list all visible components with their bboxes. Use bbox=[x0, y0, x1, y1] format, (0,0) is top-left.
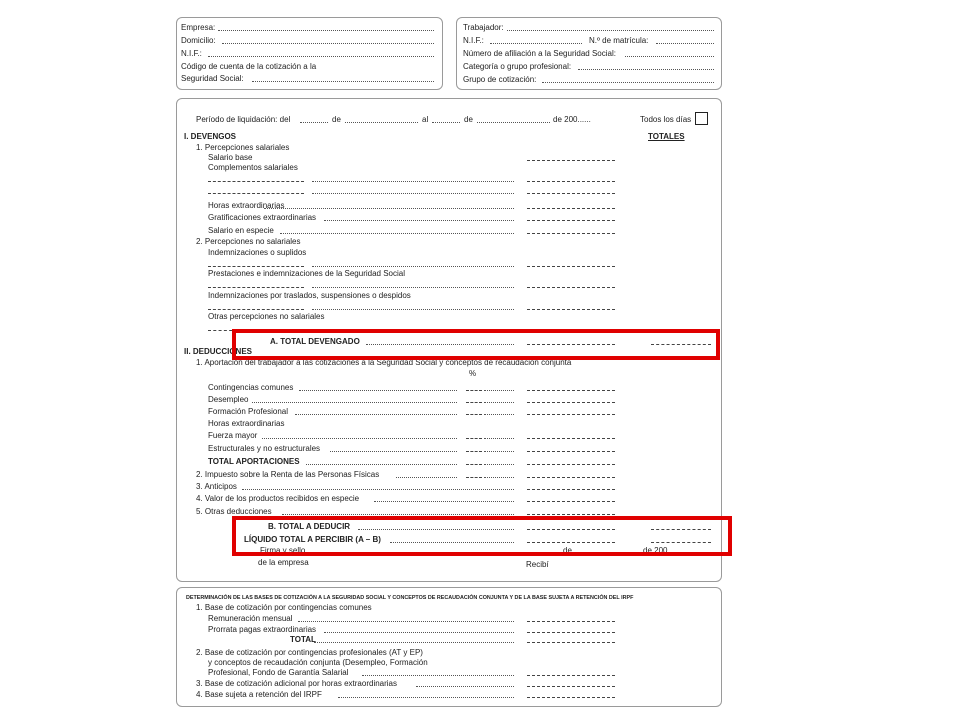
bases-item-3: 3. Base de cotización adicional por horas extraordinarias bbox=[196, 679, 398, 688]
estructurales-base[interactable] bbox=[484, 451, 514, 452]
gratificaciones-label: Gratificaciones extraordinarias bbox=[208, 213, 317, 222]
grupo-line[interactable] bbox=[542, 82, 714, 83]
prestaciones-desc[interactable] bbox=[312, 287, 514, 288]
bases-item-2-line-2: y conceptos de recaudación conjunta (Desempleo, Formación bbox=[208, 658, 428, 667]
irpf-base[interactable] bbox=[484, 477, 514, 478]
bases-item-2-dots bbox=[362, 675, 514, 676]
remuneracion-amount[interactable] bbox=[527, 621, 615, 622]
traslados-concept[interactable] bbox=[208, 309, 304, 310]
prestaciones-amount[interactable] bbox=[527, 287, 615, 288]
fuerza-mayor-amount[interactable] bbox=[527, 438, 615, 439]
deducciones-title: II. DEDUCCIONES bbox=[184, 347, 253, 356]
bases-item-3-dots bbox=[416, 686, 514, 687]
nif-line[interactable] bbox=[208, 56, 434, 57]
period-label: Período de liquidación: del bbox=[196, 115, 291, 124]
matricula-line[interactable] bbox=[656, 43, 714, 44]
prestaciones-concept[interactable] bbox=[208, 287, 304, 288]
codigo-label-1: Código de cuenta de la cotización a la bbox=[181, 62, 317, 71]
categoria-label: Categoría o grupo profesional: bbox=[463, 62, 572, 71]
formacion-base[interactable] bbox=[484, 414, 514, 415]
estructurales-label: Estructurales y no estructurales bbox=[208, 444, 321, 453]
highlight-total-deducir-liquido bbox=[232, 516, 732, 556]
otras-percepciones-label: Otras percepciones no salariales bbox=[208, 312, 325, 321]
desempleo-percent[interactable] bbox=[466, 402, 482, 403]
liquido-label: LÍQUIDO TOTAL A PERCIBIR (A – B) bbox=[244, 535, 381, 544]
remuneracion-dots bbox=[298, 621, 514, 622]
codigo-label-2: Seguridad Social: bbox=[181, 74, 244, 83]
codigo-line[interactable] bbox=[252, 81, 434, 82]
fuerza-mayor-label: Fuerza mayor bbox=[208, 431, 258, 440]
totales-header: TOTALES bbox=[648, 132, 685, 141]
total-aportaciones-label: TOTAL APORTACIONES bbox=[208, 457, 300, 466]
horas-extra-amount[interactable] bbox=[527, 208, 615, 209]
total-aportaciones-base bbox=[484, 464, 514, 465]
period-month-from[interactable] bbox=[345, 122, 418, 123]
bases-item-4-amount[interactable] bbox=[527, 697, 615, 698]
categoria-line[interactable] bbox=[578, 69, 714, 70]
bases-item-4: 4. Base sujeta a retención del IRPF bbox=[196, 690, 322, 699]
formacion-label: Formación Profesional bbox=[208, 407, 289, 416]
bases-item-3-amount[interactable] bbox=[527, 686, 615, 687]
otras-deducciones-dots bbox=[282, 514, 514, 515]
contingencias-base[interactable] bbox=[484, 390, 514, 391]
estructurales-amount[interactable] bbox=[527, 451, 615, 452]
contingencias-label: Contingencias comunes bbox=[208, 383, 294, 392]
formacion-amount[interactable] bbox=[527, 414, 615, 415]
period-de-2: de bbox=[464, 115, 473, 124]
especie-ded-dots bbox=[374, 501, 514, 502]
desempleo-amount[interactable] bbox=[527, 402, 615, 403]
afiliacion-line[interactable] bbox=[625, 56, 714, 57]
gratificaciones-dots bbox=[324, 220, 514, 221]
irpf-amount[interactable] bbox=[527, 477, 615, 478]
highlight-total-devengado bbox=[232, 329, 720, 360]
firma-label-2: de la empresa bbox=[258, 558, 309, 567]
matricula-label: N.º de matrícula: bbox=[589, 36, 649, 45]
total-deducir-label: B. TOTAL A DEDUCIR bbox=[268, 522, 351, 531]
especie-amount[interactable] bbox=[527, 233, 615, 234]
firma-label-1: Firma y sello bbox=[260, 546, 306, 555]
trabajador-line[interactable] bbox=[507, 30, 714, 31]
horas-extra-dots bbox=[264, 208, 514, 209]
desempleo-label: Desempleo bbox=[208, 395, 249, 404]
prorrata-amount[interactable] bbox=[527, 632, 615, 633]
formacion-dots bbox=[295, 414, 457, 415]
nif-trab-label: N.I.F.: bbox=[463, 36, 484, 45]
salario-base-amount[interactable] bbox=[527, 160, 615, 161]
bases-item-2-line-1: 2. Base de cotización por contingencias profesionales (AT y EP) bbox=[196, 648, 423, 657]
total-aportaciones-amount[interactable] bbox=[527, 464, 615, 465]
bases-item-1: 1. Base de cotización por contingencias comunes bbox=[196, 603, 372, 612]
especie-ded-label: 4. Valor de los productos recibidos en especie bbox=[196, 494, 360, 503]
indemnizaciones-concept[interactable] bbox=[208, 266, 304, 267]
indemnizaciones-label: Indemnizaciones o suplidos bbox=[208, 248, 307, 257]
bases-total-label: TOTAL bbox=[290, 635, 316, 644]
firma-de-2: de 200...... bbox=[643, 546, 681, 555]
fuerza-mayor-base[interactable] bbox=[484, 438, 514, 439]
bases-total-amount[interactable] bbox=[527, 642, 615, 643]
todos-dias-label: Todos los días bbox=[640, 115, 692, 124]
complementos-label: Complementos salariales bbox=[208, 163, 298, 172]
devengos-title: I. DEVENGOS bbox=[184, 132, 237, 141]
prestaciones-label: Prestaciones e indemnizaciones de la Seguridad Social bbox=[208, 269, 406, 278]
domicilio-label: Domicilio: bbox=[181, 36, 216, 45]
traslados-desc[interactable] bbox=[312, 309, 514, 310]
especie-ded-amount[interactable] bbox=[527, 501, 615, 502]
salario-base-label: Salario base bbox=[208, 153, 253, 162]
contingencias-percent[interactable] bbox=[466, 390, 482, 391]
fuerza-mayor-percent[interactable] bbox=[466, 438, 482, 439]
prorrata-label: Prorrata pagas extraordinarias bbox=[208, 625, 317, 634]
bases-item-4-dots bbox=[338, 697, 514, 698]
bases-total-dots bbox=[314, 642, 514, 643]
trabajador-label: Trabajador: bbox=[463, 23, 504, 32]
period-al: al bbox=[422, 115, 429, 124]
firma-de-1: de bbox=[563, 546, 572, 555]
irpf-dots bbox=[396, 477, 457, 478]
desempleo-base[interactable] bbox=[484, 402, 514, 403]
nif-label: N.I.F.: bbox=[181, 49, 202, 58]
nif-trab-line[interactable] bbox=[490, 43, 582, 44]
bases-title: DETERMINACIÓN DE LAS BASES DE COTIZACIÓN A LA SEGURIDAD SOCIAL Y CONCEPTOS DE RECAUDACIÓN CONJUNTA Y DE LA BASE SUJETA A RETENCIÓN DEL IRPF bbox=[186, 595, 634, 601]
complementos-amount-1[interactable] bbox=[527, 181, 615, 182]
total-aportaciones-percent bbox=[466, 464, 482, 465]
traslados-amount[interactable] bbox=[527, 309, 615, 310]
period-month-to[interactable] bbox=[477, 122, 550, 123]
percepciones-no-salariales: 2. Percepciones no salariales bbox=[196, 237, 301, 246]
especie-dots bbox=[280, 233, 514, 234]
complementos-concept-2[interactable] bbox=[208, 193, 304, 194]
period-year: de 200...... bbox=[553, 115, 591, 124]
domicilio-line[interactable] bbox=[222, 43, 434, 44]
complementos-amount-2[interactable] bbox=[527, 193, 615, 194]
anticipos-label: 3. Anticipos bbox=[196, 482, 237, 491]
estructurales-dots bbox=[330, 451, 457, 452]
period-day-from[interactable] bbox=[300, 122, 328, 123]
afiliacion-label: Número de afiliación a la Seguridad Social: bbox=[463, 49, 616, 58]
desempleo-dots bbox=[252, 402, 457, 403]
remuneracion-label: Remuneración mensual bbox=[208, 614, 293, 623]
especie-label: Salario en especie bbox=[208, 226, 274, 235]
horas-extra-label: Horas extraordinarias bbox=[208, 201, 285, 210]
contingencias-amount[interactable] bbox=[527, 390, 615, 391]
indemnizaciones-desc[interactable] bbox=[312, 266, 514, 267]
period-de-1: de bbox=[332, 115, 341, 124]
bases-item-2-amount[interactable] bbox=[527, 675, 615, 676]
irpf-percent[interactable] bbox=[466, 477, 482, 478]
contingencias-dots bbox=[299, 390, 457, 391]
formacion-percent[interactable] bbox=[466, 414, 482, 415]
otras-deducciones-amount[interactable] bbox=[527, 514, 615, 515]
empresa-line[interactable] bbox=[218, 30, 434, 31]
bases-item-2-line-3: Profesional, Fondo de Garantía Salarial bbox=[208, 668, 349, 677]
complementos-concept-1[interactable] bbox=[208, 181, 304, 182]
percent-header: % bbox=[469, 369, 477, 378]
period-day-to[interactable] bbox=[432, 122, 460, 123]
complementos-desc-1[interactable] bbox=[312, 181, 514, 182]
todos-dias-checkbox[interactable] bbox=[695, 112, 708, 125]
irpf-label: 2. Impuesto sobre la Renta de las Personas Físicas bbox=[196, 470, 380, 479]
gratificaciones-amount[interactable] bbox=[527, 220, 615, 221]
anticipos-amount[interactable] bbox=[527, 489, 615, 490]
indemnizaciones-amount[interactable] bbox=[527, 266, 615, 267]
empresa-label: Empresa: bbox=[181, 23, 216, 32]
grupo-label: Grupo de cotización: bbox=[463, 75, 537, 84]
otras-deducciones-label: 5. Otras deducciones bbox=[196, 507, 272, 516]
horas-extra-ded-label: Horas extraordinarias bbox=[208, 419, 285, 428]
aportacion-label: 1. Aportación del trabajador a las cotizaciones a la Seguridad Social y conceptos de recaudación conjunta bbox=[196, 358, 572, 367]
total-devengado-label: A. TOTAL DEVENGADO bbox=[270, 337, 360, 346]
anticipos-dots bbox=[242, 489, 514, 490]
fuerza-mayor-dots bbox=[262, 438, 457, 439]
percepciones-salariales: 1. Percepciones salariales bbox=[196, 143, 290, 152]
recibi-label: Recibí bbox=[526, 560, 549, 569]
estructurales-percent[interactable] bbox=[466, 451, 482, 452]
prorrata-dots bbox=[324, 632, 514, 633]
complementos-desc-2[interactable] bbox=[312, 193, 514, 194]
traslados-label: Indemnizaciones por traslados, suspensiones o despidos bbox=[208, 291, 411, 300]
total-aportaciones-dots bbox=[306, 464, 457, 465]
